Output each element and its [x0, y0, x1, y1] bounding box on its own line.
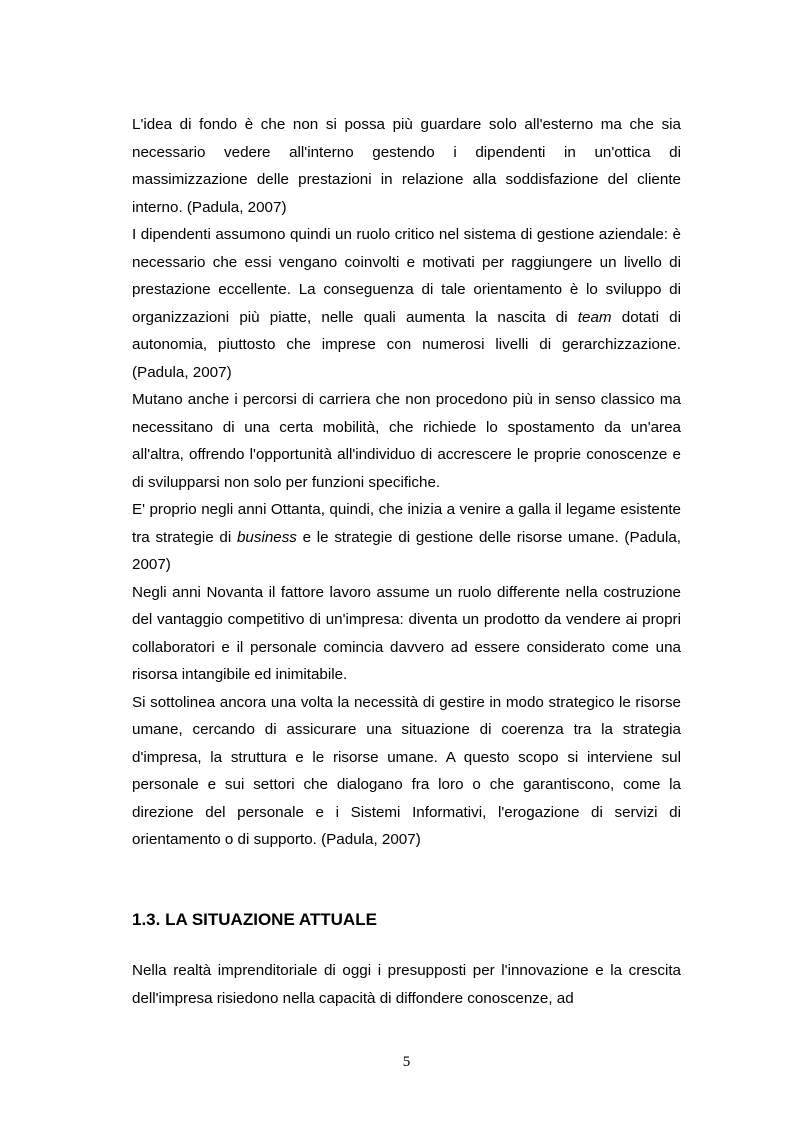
- paragraph-text: e le strategie di gestione delle risorse umane. (Padula, 2007): [132, 528, 681, 573]
- paragraph-current-situation: Nella realtà imprenditoriale di oggi i presupposti per l'innovazione e la crescita dell'impresa risiedono nella capacità di diffondere conoscenze, ad: [132, 962, 681, 1007]
- emphasis-team: team: [577, 308, 612, 326]
- page-number: 5: [402, 1054, 411, 1070]
- emphasis-business: business: [236, 528, 297, 546]
- paragraph-text: dotati di autonomia, piuttosto che imprese con numerosi livelli di gerarchizzazione. (Padula, 2007): [132, 308, 681, 381]
- paragraph-nineties: Negli anni Novanta il fattore lavoro assume un ruolo differente nella costruzione del vantaggio competitivo di un'impresa: diventa un prodotto da vendere ai propri collaboratori e il personale comincia davvero ad essere considerato come una risorsa intangibile ed inimitabile.: [132, 583, 681, 683]
- paragraph-strategic-hr: Si sottolinea ancora una volta la necessità di gestire in modo strategico le risorse umane, cercando di assicurare una situazione di coerenza tra la strategia d'impresa, la struttura e le risorse umane. A questo scopo si interviene sul personale e sui settori che dialogano fra loro o che garantiscono, come la direzione del personale e i Sistemi Informativi, l'erogazione di servizi di orientamento o di supporto. (Padula, 2007): [132, 693, 681, 848]
- paragraph-text: E' proprio negli anni Ottanta, quindi, che inizia a venire a galla il legame esistente tra strategie di: [132, 501, 681, 546]
- paragraph-internal-client: L'idea di fondo è che non si possa più guardare solo all'esterno ma che sia necessario vedere all'interno gestendo i dipendenti in un'ottica di massimizzazione delle prestazioni in relazione alla soddisfazione del cliente interno. (Padula, 2007): [132, 116, 681, 216]
- section-heading: 1.3. LA SITUAZIONE ATTUALE: [132, 910, 377, 929]
- section-body-text: [132, 957, 681, 1012]
- paragraph-employees-role: [132, 221, 681, 386]
- paragraph-text: I dipendenti assumono quindi un ruolo critico nel sistema di gestione aziendale: è necessario che essi vengano coinvolti e motivati per raggiungere un livello di prestazione eccellente. La conseguenza di tale orientamento è lo sviluppo di organizzazioni più piatte, nelle quali aumenta la nascita di: [132, 226, 681, 326]
- paragraph-eighties: [132, 496, 681, 579]
- paragraph-career-paths: Mutano anche i percorsi di carriera che non procedono più in senso classico ma necessitano di una certa mobilità, che richiede lo spostamento da un'area all'altra, offrendo l'opportunità all'individuo di accrescere le proprie conoscenze e di svilupparsi non solo per funzioni specifiche.: [132, 391, 681, 491]
- body-text: [132, 111, 681, 854]
